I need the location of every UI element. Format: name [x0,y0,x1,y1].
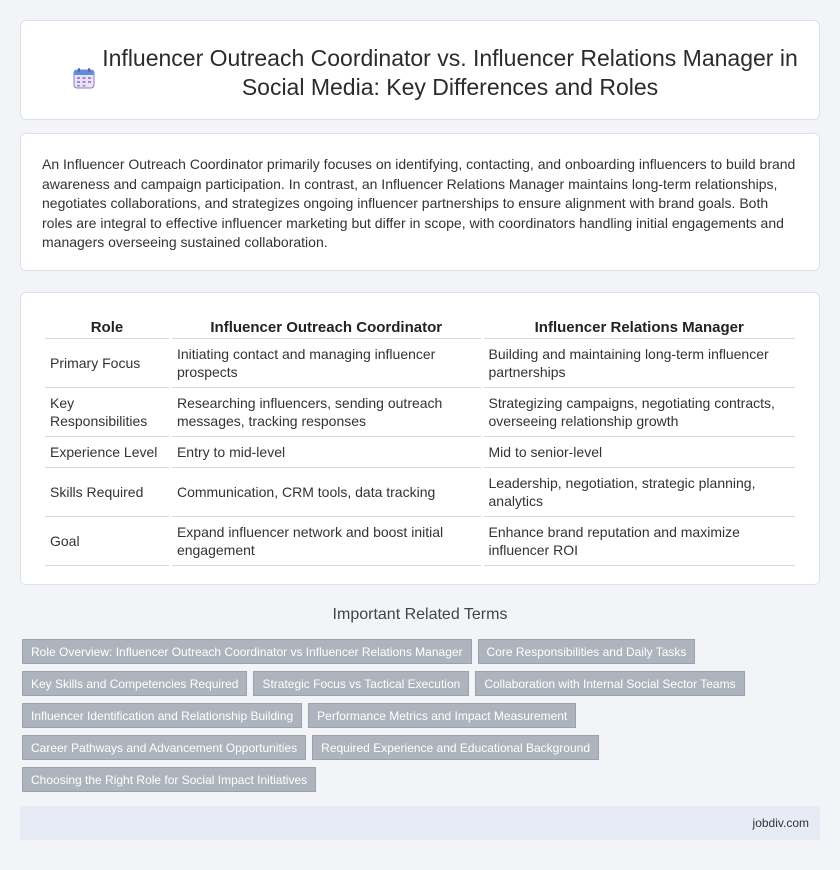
title-card [20,20,820,120]
related-term-tag[interactable]: Choosing the Right Role for Social Impact Initiatives [22,767,316,792]
comparison-card [20,292,820,585]
related-term-tag[interactable]: Collaboration with Internal Social Sector Teams [475,671,744,696]
intro-card [20,133,820,271]
related-term-tag[interactable]: Role Overview: Influencer Outreach Coordinator vs Influencer Relations Manager [22,639,472,664]
column-header: Influencer Relations Manager [484,312,796,339]
table-row [45,388,795,437]
related-terms-title: Important Related Terms [332,606,508,623]
table-row [45,437,795,468]
table-cell: Leadership, negotiation, strategic planning, analytics [484,468,796,517]
table-cell: Building and maintaining long-term influencer partnerships [484,339,796,388]
table-row [45,517,795,566]
row-label: Skills Required [45,468,169,517]
related-term-tag[interactable]: Key Skills and Competencies Required [22,671,247,696]
related-term-tag[interactable]: Career Pathways and Advancement Opportunities [22,735,306,760]
table-row [45,468,795,517]
table-cell: Expand influencer network and boost initial engagement [172,517,481,566]
table-header-row [45,312,795,339]
related-term-tag[interactable]: Influencer Identification and Relationship Building [22,703,302,728]
table-cell: Enhance brand reputation and maximize influencer ROI [484,517,796,566]
table-cell: Communication, CRM tools, data tracking [172,468,481,517]
footer-site-link[interactable]: jobdiv.com [752,816,809,830]
intro-text: An Influencer Outreach Coordinator primarily focuses on identifying, contacting, and onboarding influencers to build brand awareness and campaign participation. In contrast, an Influencer Relations Manager maintains long-term relationships, negotiates collaborations, and strategizes ongoing influencer partnerships to ensure alignment with brand goals. Both roles are integral to effective influencer marketing but differ in scope, with coordinators handling initial engagements and managers overseeing sustained collaboration. [42,156,796,250]
row-label: Key Responsibilities [45,388,169,437]
column-header: Role [45,312,169,339]
footer [20,806,820,840]
row-label: Primary Focus [45,339,169,388]
comparison-table [42,312,798,566]
table-row [45,339,795,388]
row-label: Goal [45,517,169,566]
page-title: Influencer Outreach Coordinator vs. Influencer Relations Manager in Social Media: Key Differences and Roles [102,45,798,100]
calendar-icon [72,66,96,90]
table-cell: Entry to mid-level [172,437,481,468]
related-terms-list [22,639,782,792]
column-header: Influencer Outreach Coordinator [172,312,481,339]
table-cell: Initiating contact and managing influencer prospects [172,339,481,388]
table-cell: Strategizing campaigns, negotiating contracts, overseeing relationship growth [484,388,796,437]
related-term-tag[interactable]: Required Experience and Educational Background [312,735,599,760]
table-cell: Researching influencers, sending outreach messages, tracking responses [172,388,481,437]
related-term-tag[interactable]: Strategic Focus vs Tactical Execution [253,671,469,696]
related-term-tag[interactable]: Performance Metrics and Impact Measurement [308,703,576,728]
table-cell: Mid to senior-level [484,437,796,468]
related-term-tag[interactable]: Core Responsibilities and Daily Tasks [478,639,696,664]
row-label: Experience Level [45,437,169,468]
